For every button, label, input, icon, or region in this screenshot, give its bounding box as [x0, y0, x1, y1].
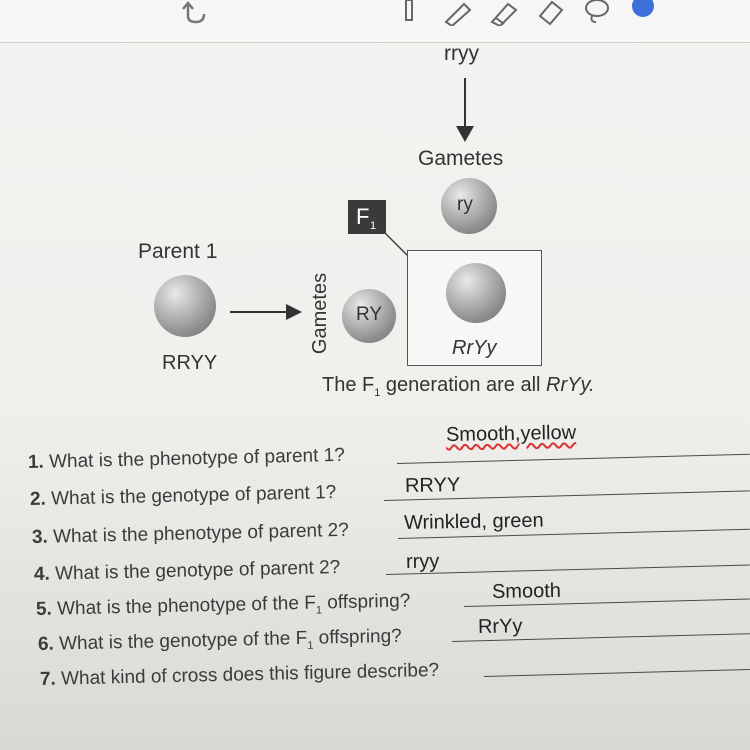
parent1-ball [154, 275, 216, 337]
gamete-ry-label: ry [457, 194, 473, 215]
question-text-sub: 1 [315, 604, 323, 617]
answer-line-4[interactable] [386, 564, 750, 575]
f1-badge-text: F [356, 204, 370, 229]
caption-sub: 1 [374, 387, 381, 399]
eraser-icon[interactable] [534, 0, 568, 26]
question-text-pre: What is the phenotype of the F [56, 592, 317, 620]
answer-4[interactable]: rryy [405, 550, 440, 573]
caption-post: generation are all [380, 374, 547, 396]
question-number: 3. [31, 526, 49, 548]
f1-badge-sub: 1 [370, 220, 377, 232]
question-text: What is the phenotype of parent 2? [52, 519, 350, 548]
gamete-RY-label: RY [356, 304, 383, 325]
gametes-label-side: Gametes [309, 272, 332, 355]
parent1-genotype: RRYY [162, 352, 218, 374]
question-7 [40, 660, 440, 691]
marker-icon[interactable] [440, 0, 474, 26]
pen-icon[interactable] [402, 0, 416, 22]
answer-line-7[interactable] [484, 669, 750, 677]
down-arrow [450, 76, 480, 146]
question-text-sub: 1 [307, 639, 314, 652]
question-number: 2. [29, 488, 47, 510]
answer-2[interactable]: RRYY [404, 474, 461, 497]
question-number: 7. [39, 668, 57, 690]
question-3 [32, 520, 349, 549]
right-arrow [228, 300, 308, 324]
question-5 [36, 591, 411, 621]
answer-1[interactable]: Smooth,yellow [445, 421, 577, 446]
parent2-genotype: rryy [444, 42, 479, 65]
offspring-genotype: RrYy [452, 337, 497, 359]
question-2 [30, 482, 337, 511]
answer-3[interactable]: Wrinkled, green [403, 509, 544, 534]
question-text-post: offspring? [321, 590, 411, 614]
question-1 [28, 445, 345, 474]
question-text: What kind of cross does this figure describe? [60, 659, 440, 690]
answer-line-1[interactable] [397, 454, 750, 464]
gametes-label-top: Gametes [418, 147, 504, 170]
annotation-toolbar [0, 0, 750, 43]
parent1-label: Parent 1 [138, 240, 218, 263]
offspring-ball [446, 263, 506, 323]
question-text-post: offspring? [313, 625, 402, 649]
question-number: 4. [33, 563, 51, 585]
caption-em: RrYy. [546, 374, 595, 396]
punnett-square [407, 250, 542, 366]
question-text: What is the phenotype of parent 1? [48, 444, 346, 473]
answer-6[interactable]: RrYy [477, 615, 523, 638]
lasso-icon[interactable] [580, 0, 614, 26]
highlighter-icon[interactable] [486, 0, 520, 26]
question-4 [34, 557, 341, 586]
question-6 [38, 626, 402, 656]
answer-5[interactable]: Smooth [491, 579, 562, 603]
question-text: What is the genotype of parent 2? [54, 557, 341, 585]
question-number: 6. [37, 633, 55, 655]
color-picker-icon[interactable] [628, 0, 658, 22]
question-number: 1. [27, 451, 45, 473]
caption-pre: The F [322, 374, 375, 396]
undo-icon[interactable] [180, 0, 212, 26]
diagram-caption [322, 374, 595, 397]
question-text-pre: What is the genotype of the F [58, 627, 308, 655]
question-text: What is the genotype of parent 1? [50, 482, 337, 510]
question-number: 5. [35, 598, 53, 620]
